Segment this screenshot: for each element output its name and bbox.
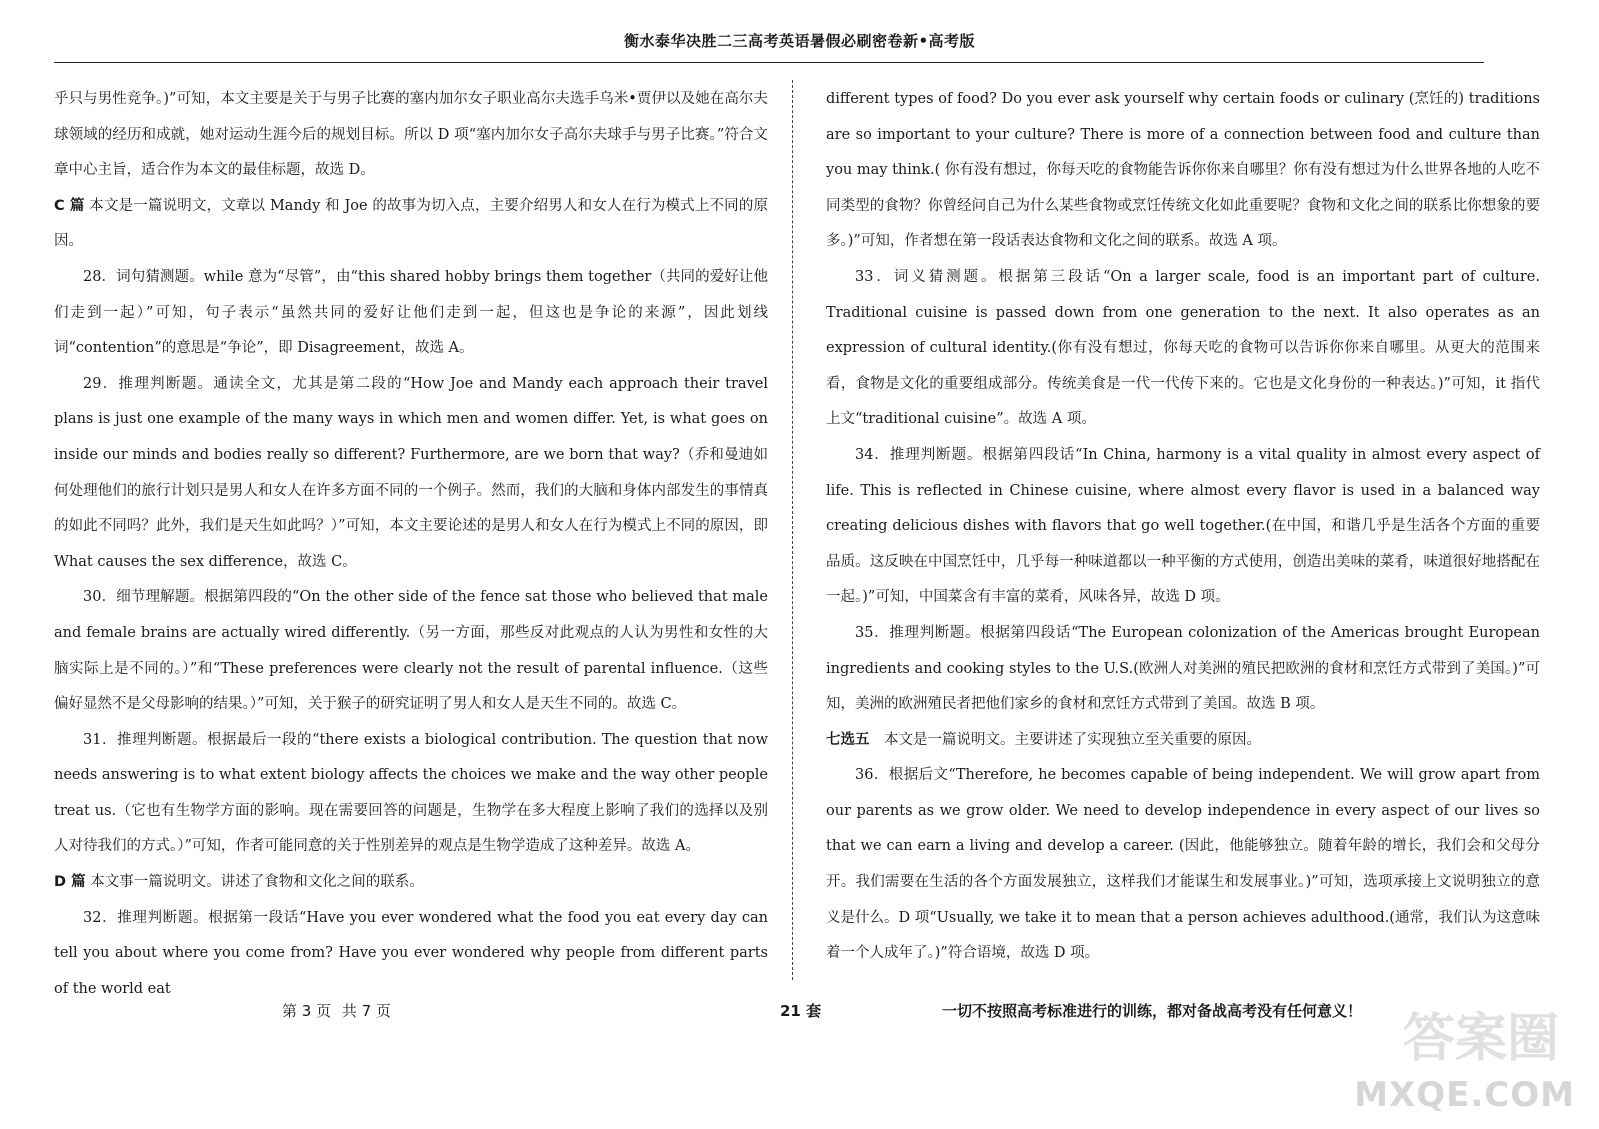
footer-slogan: 一切不按照高考标准进行的训练，都对备战高考没有任何意义！ <box>942 1002 1363 1020</box>
site-watermark <box>1329 1009 1589 1123</box>
header-rule <box>54 62 1484 63</box>
section-d-intro <box>54 865 768 901</box>
page-total: 共 7 页 <box>341 1002 391 1020</box>
page-header-title: 衡水泰华决胜二三高考英语暑假必刷密卷新•高考版 <box>623 32 976 50</box>
answer-29: 29．推理判断题。通读全文，尤其是第二段的“How Joe and Mandy each approach their travel plans is just one example of the many ways in which men and women differ. Yet, is what goes on inside our minds and bodies really so different? Furthermore, are we born that way?（乔和曼迪如何处理他们的旅行计划只是男人和女人在许多方面不同的一个例子。然而，我们的大脑和身体内部发生的事情真的如此不同吗？此外，我们是天生如此吗？）”可知，本文主要论述的是男人和女人在行为模式上不同的原因，即 What causes the sex difference，故选 C。 <box>54 375 768 570</box>
answer-35: 35．推理判断题。根据第四段话“The European colonization of the Americas brought European ingredients and cooking styles to the U.S.(欧洲人对美洲的殖民把欧洲的食材和烹饪方式带到了美国。)”可知，美洲的欧洲殖民者把他们家乡的食材和烹饪方式带到了美国。故选 B 项。 <box>826 624 1540 713</box>
answer-34: 34．推理判断题。根据第四段话“In China, harmony is a vital quality in almost every aspect of life. This is reflected in Chinese cuisine, where almost every flavor is used in a balanced way creating delicious dishes with flavors that go well together.(在中国，和谐几乎是生活各个方面的重要品质。这反映在中国烹饪中，几乎每一种味道都以一种平衡的方式使用，创造出美味的菜肴，味道很好地搭配在一起。)”可知，中国菜含有丰富的菜肴，风味各异，故选 D 项。 <box>826 446 1540 606</box>
answer-31: 31．推理判断题。根据最后一段的“there exists a biological contribution. The question that now needs answering is to what extent biology affects the choices we make and the way other people treat us.（它也有生物学方面的影响。现在需要回答的问题是，生物学在多大程度上影响了我们的选择以及别人对待我们的方式。）”可知，作者可能同意的关于性别差异的观点是生物学造成了这种差异。故选 A。 <box>54 731 768 855</box>
answer-36: 36．根据后文“Therefore, he becomes capable of being independent. We will grow apart from our parents as we grow older. We need to develop independence in every aspect of our lives so that we can earn a living and develop a career. (因此，他能够独立。随着年龄的增长，我们会和父母分开。我们需要在生活的各个方面发展独立，这样我们才能谋生和发展事业。)”可知，选项承接上文说明独立的意义是什么。D 项“Usually, we take it to mean that a person achieves adulthood.(通常，我们认为这意味着一个人成年了。)”符合语境，故选 D 项。 <box>826 767 1540 962</box>
section-c-text: 本文是一篇说明文，文章以 Mandy 和 Joe 的故事为切入点，主要介绍男人和女人在行为模式上不同的原因。 <box>54 197 768 250</box>
page-number <box>282 1000 397 1021</box>
set-label: 21 套 <box>780 1002 822 1020</box>
answer-32-continued: different types of food? Do you ever ask yourself why certain foods or culinary (烹饪的) traditions are so important to your culture? There is more of a connection between food and culture than you may think.( 你有没有想过，你每天吃的食物能告诉你你来自哪里？你有没有想过为什么世界各地的人吃不同类型的食物？你曾经问自己为什么某些食物或烹饪传统文化如此重要呢？食物和文化之间的联系比你想象的要多。)”可知，作者想在第一段话表达食物和文化之间的联系。故选 A 项。 <box>826 91 1540 250</box>
answer-33: 33．词义猜测题。根据第三段话“On a larger scale, food is an important part of culture. Traditional cuisine is passed down from one generation to the next. It also operates as an expression of cultural identity.(你有没有想过，你每天吃的食物可以告诉你你来自哪里。从更大的范围来看，食物是文化的重要组成部分。传统美食是一代一代传下来的。它也是文化身份的一种表达。)”可知，it 指代上文“traditional cuisine”。故选 A 项。 <box>826 268 1540 428</box>
page-current: 第 3 页 <box>282 1002 332 1020</box>
paragraph-b-conclusion: 乎只与男性竞争。)”可知，本文主要是关于与男子比赛的塞内加尔女子职业高尔夫选手乌米•贾伊以及她在高尔夫球领域的经历和成就，她对运动生涯今后的规划目标。所以 D 项“塞内加尔女子高尔夫球手与男子比赛。”符合文章中心主旨，适合作为本文的最佳标题，故选 D。 <box>54 91 768 179</box>
watermark-site-text: MXQE.COM <box>1354 1075 1575 1115</box>
answer-30: 30．细节理解题。根据第四段的“On the other side of the fence sat those who believed that male and female brains are actually wired differently.（另一方面，那些反对此观点的人认为男性和女性的大脑实际上是不同的。）”和“These preferences were clearly not the result of parental influence.（这些偏好显然不是父母影响的结果。）”可知，关于猴子的研究证明了男人和女人是天生不同的。故选 C。 <box>54 589 768 713</box>
section-d-tag: D 篇 <box>54 874 86 891</box>
answer-32-start: 32．推理判断题。根据第一段话“Have you ever wondered what the food you eat every day can tell you about where you come from? Have you ever wondered why people from different parts of the world eat <box>54 909 768 997</box>
section-seven-choose-five-intro <box>826 723 1540 759</box>
left-column <box>54 82 768 1007</box>
section-d-text: 本文事一篇说明文。讲述了食物和文化之间的联系。 <box>85 874 424 891</box>
section-seven-choose-five-text: 本文是一篇说明文。主要讲述了实现独立至关重要的原因。 <box>869 731 1261 748</box>
section-c-intro <box>54 189 768 260</box>
watermark-logo: 答案圈 <box>1402 1009 1559 1069</box>
column-divider <box>792 80 793 980</box>
section-c-tag: C 篇 <box>54 197 85 214</box>
right-column <box>826 82 1540 972</box>
answer-28: 28．词句猜测题。while 意为“尽管”，由“this shared hobby brings them together（共同的爱好让他们走到一起）”可知，句子表示“虽然共同的爱好让他们走到一起，但这也是争论的来源”，因此划线词“contention”的意思是“争论”，即 Disagreement，故选 A。 <box>54 268 768 357</box>
section-seven-choose-five-tag: 七选五 <box>826 731 870 748</box>
